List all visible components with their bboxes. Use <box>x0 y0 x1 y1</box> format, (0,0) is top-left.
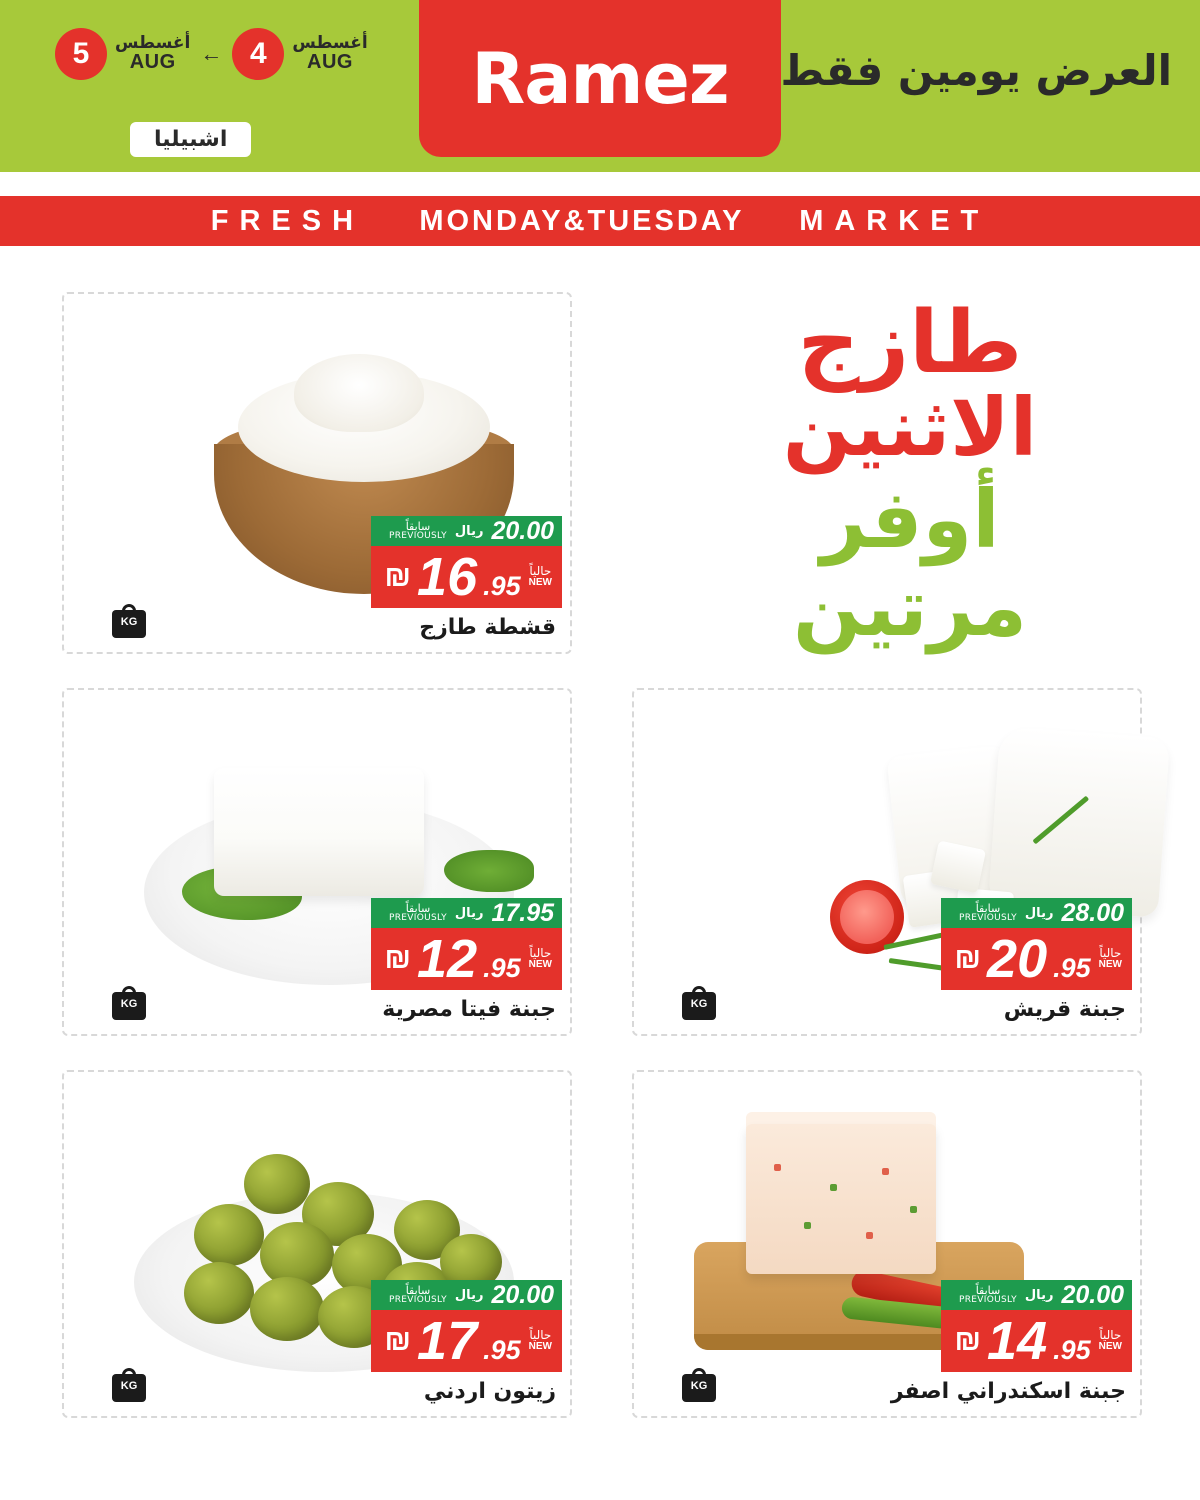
brand-logo <box>419 0 781 157</box>
new-price-row <box>371 546 562 608</box>
previous-price-row <box>371 516 562 546</box>
brand-logo-text: Ramez <box>471 37 729 120</box>
kg-label: KG <box>690 998 708 1010</box>
product-name: زيتون اردني <box>423 1379 556 1404</box>
kg-icon <box>112 986 146 1020</box>
new-label-ar: حالياً <box>529 946 552 961</box>
previous-price: 28.00 <box>1061 898 1124 927</box>
price-block <box>371 1280 562 1372</box>
date-badge-4 <box>232 28 367 80</box>
currency-symbol: ₪ <box>384 560 412 593</box>
stripe-word-days: MONDAY&TUESDAY <box>419 204 744 237</box>
header-bar <box>0 0 1200 172</box>
previously-label-en: PREVIOUSLY <box>389 1295 447 1306</box>
promo-line-1: طازج <box>797 293 1023 393</box>
new-price-row <box>371 928 562 990</box>
new-price-fraction: .95 <box>483 571 521 601</box>
new-label-en: NEW <box>528 959 552 971</box>
date-month-en: AUG <box>129 51 176 74</box>
currency-ar: ريال <box>1024 1287 1054 1303</box>
new-label-ar: حالياً <box>529 1328 552 1343</box>
currency-symbol: ₪ <box>954 1324 982 1357</box>
product-card-qarish[interactable] <box>632 688 1142 1036</box>
previously-label-en: PREVIOUSLY <box>959 1295 1017 1306</box>
new-price-row <box>941 928 1132 990</box>
price-block <box>941 1280 1132 1372</box>
new-price-row <box>941 1310 1132 1372</box>
date-badge-5 <box>55 28 190 80</box>
product-row-3 <box>62 1070 1142 1418</box>
previously-label-en: PREVIOUSLY <box>389 531 447 542</box>
new-label-en: NEW <box>528 577 552 589</box>
previous-price: 20.00 <box>1061 1280 1124 1309</box>
previously-label-en: PREVIOUSLY <box>959 913 1017 924</box>
product-card-feta[interactable] <box>62 688 572 1036</box>
new-price-fraction: .95 <box>483 953 521 983</box>
kg-icon <box>682 986 716 1020</box>
product-card-yellow-cheese[interactable] <box>632 1070 1142 1418</box>
kg-icon <box>682 1368 716 1402</box>
new-price-integer: 16 <box>417 547 478 607</box>
date-day-number: 4 <box>232 28 284 80</box>
new-price-fraction: .95 <box>1053 1335 1091 1365</box>
section-stripe <box>0 196 1200 246</box>
previously-label-en: PREVIOUSLY <box>389 913 447 924</box>
currency-symbol: ₪ <box>384 1324 412 1357</box>
new-price-fraction: .95 <box>483 1335 521 1365</box>
kg-icon <box>112 1368 146 1402</box>
product-card-olives[interactable] <box>62 1070 572 1418</box>
new-price-row <box>371 1310 562 1372</box>
previously-label-ar: سابقاً <box>405 1283 431 1297</box>
product-name: جبنة اسكندراني اصفر <box>890 1379 1126 1404</box>
product-name: جبنة فيتا مصرية <box>382 997 556 1022</box>
new-label-ar: حالياً <box>1099 946 1122 961</box>
previous-price: 17.95 <box>491 898 554 927</box>
branch-name: اشبيليا <box>130 122 251 157</box>
date-month-en: AUG <box>307 51 353 74</box>
promo-line-3: أوفر مرتين <box>793 473 1027 654</box>
previously-label-ar: سابقاً <box>405 901 431 915</box>
promo-line-2: الاثنين <box>782 381 1038 474</box>
currency-symbol: ₪ <box>954 942 982 975</box>
previous-price-row <box>941 898 1132 928</box>
stripe-word-fresh: FRESH <box>210 204 365 237</box>
date-badges <box>55 28 368 80</box>
previous-price-row <box>371 1280 562 1310</box>
kg-label: KG <box>120 998 138 1010</box>
price-block <box>941 898 1132 990</box>
new-price-integer: 17 <box>417 1311 478 1371</box>
previously-label-ar: سابقاً <box>405 519 431 533</box>
previously-label-ar: سابقاً <box>975 1283 1001 1297</box>
new-label-en: NEW <box>1098 959 1122 971</box>
date-month-ar: أغسطس <box>292 32 368 53</box>
new-label-en: NEW <box>528 1341 552 1353</box>
currency-symbol: ₪ <box>384 942 412 975</box>
date-day-number: 5 <box>55 28 107 80</box>
product-name: جبنة قريش <box>1003 997 1126 1022</box>
price-block <box>371 516 562 608</box>
product-row-2 <box>62 688 1142 1036</box>
new-price-fraction: .95 <box>1053 953 1091 983</box>
previous-price: 20.00 <box>491 516 554 545</box>
kg-label: KG <box>690 1380 708 1392</box>
new-price-integer: 12 <box>417 929 478 989</box>
kg-icon <box>112 604 146 638</box>
new-price-integer: 20 <box>987 929 1048 989</box>
product-grid <box>62 292 1142 1418</box>
product-card-qeshta[interactable] <box>62 292 572 654</box>
previous-price-row <box>941 1280 1132 1310</box>
price-block <box>371 898 562 990</box>
product-name: قشطة طازج <box>419 615 556 640</box>
new-price-integer: 14 <box>987 1311 1048 1371</box>
date-range-arrow-icon: ← <box>200 41 223 66</box>
kg-label: KG <box>120 616 138 628</box>
new-label-ar: حالياً <box>1099 1328 1122 1343</box>
product-row-1 <box>62 292 1142 654</box>
previous-price-row <box>371 898 562 928</box>
new-label-en: NEW <box>1098 1341 1122 1353</box>
date-month-ar: أغسطس <box>115 32 191 53</box>
previous-price: 20.00 <box>491 1280 554 1309</box>
kg-label: KG <box>120 1380 138 1392</box>
currency-ar: ريال <box>454 905 484 921</box>
currency-ar: ريال <box>1024 905 1054 921</box>
previously-label-ar: سابقاً <box>975 901 1001 915</box>
offer-headline: العرض يومين فقط <box>780 46 1172 95</box>
new-label-ar: حالياً <box>529 564 552 579</box>
stripe-word-market: MARKET <box>799 204 990 237</box>
currency-ar: ريال <box>454 1287 484 1303</box>
currency-ar: ريال <box>454 523 484 539</box>
